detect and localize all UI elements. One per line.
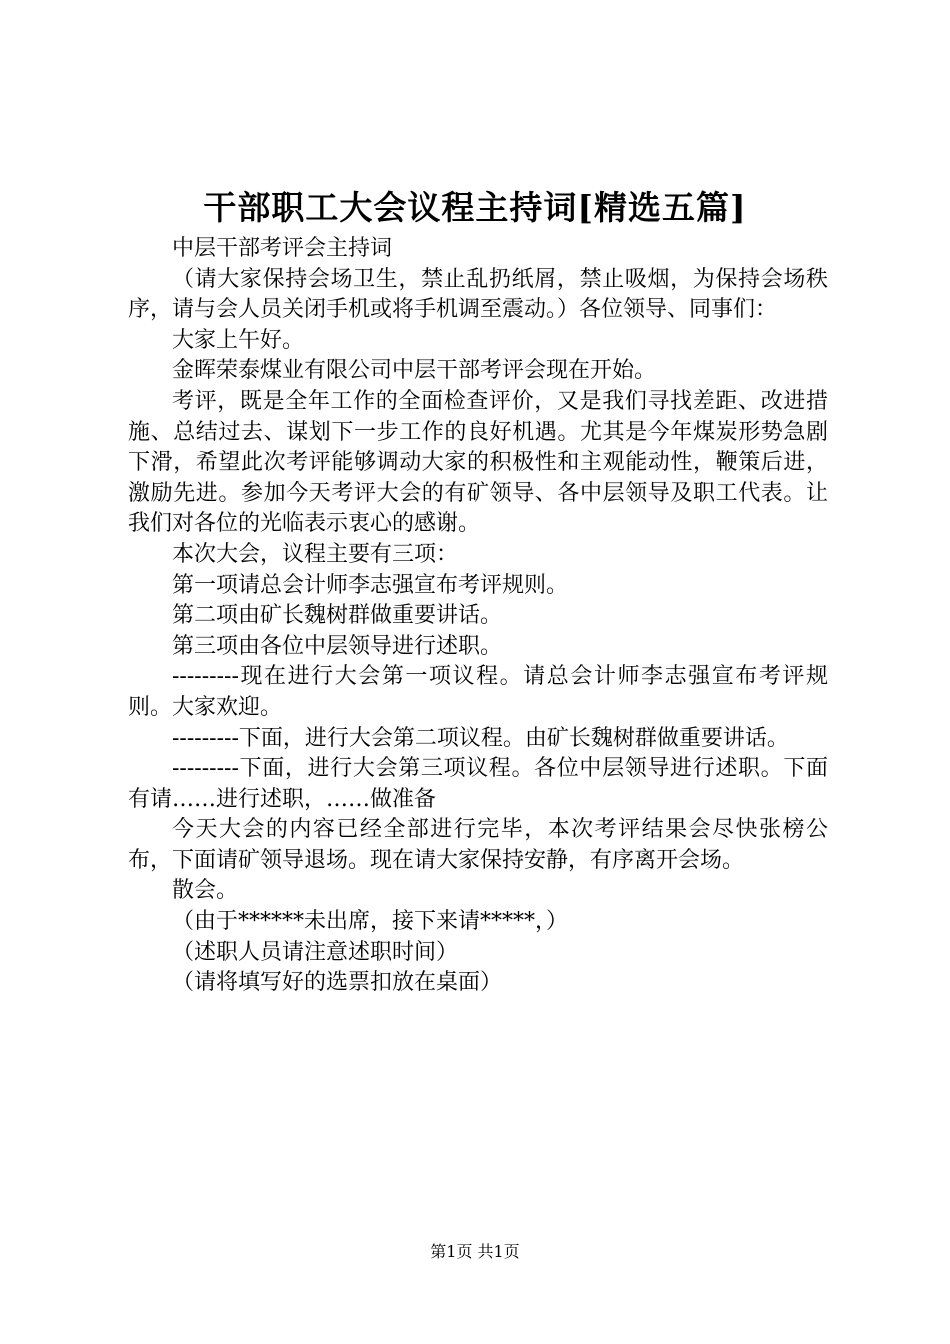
paragraph-agenda-step-2: ---------下面，进行大会第二项议程。由矿长魏树群做重要讲话。	[172, 725, 789, 751]
document-title: 干部职工大会议程主持词[精选五篇]	[203, 188, 747, 227]
paragraph-agenda-item-2: 第二项由矿长魏树群做重要讲话。	[172, 603, 503, 629]
paragraph-opening: 金晖荣泰煤业有限公司中层干部考评会现在开始。	[172, 358, 657, 384]
paragraph-agenda-step-3: ---------下面，进行大会第三项议程。各位中层领导进行述职。下面有请……进行述职，……做准备	[128, 756, 828, 812]
paragraph-closing: 今天大会的内容已经全部进行完毕，本次考评结果会尽快张榜公布，下面请矿领导退场。现在请大家保持安静，有序离开会场。	[128, 817, 828, 873]
paragraph-note-1: （由于******未出席，接下来请*****，）	[172, 909, 569, 935]
paragraph-agenda-step-1: ---------现在进行大会第一项议程。请总会计师李志强宣布考评规则。大家欢迎。	[128, 664, 828, 720]
paragraph-notice: （请大家保持会场卫生，禁止乱扔纸屑，禁止吸烟，为保持会场秩序，请与会人员关闭手机或将手机调至震动。）各位领导、同事们：	[128, 266, 828, 323]
paragraph-agenda-item-3: 第三项由各位中层领导进行述职。	[172, 633, 503, 659]
paragraph-heading: 中层干部考评会主持词	[172, 236, 393, 261]
paragraph-agenda-item-1: 第一项请总会计师李志强宣布考评规则。	[172, 572, 569, 598]
paragraph-note-3: （请将填写好的选票扣放在桌面）	[172, 970, 503, 996]
document-body	[128, 234, 828, 999]
page-footer: 第1页 共1页	[430, 1242, 520, 1261]
paragraph-note-2: （述职人员请注意述职时间）	[172, 939, 459, 965]
paragraph-purpose: 考评，既是全年工作的全面检查评价，又是我们寻找差距、改进措施、总结过去、谋划下一步工作的良好机遇。尤其是今年煤炭形势急剧下滑，希望此次考评能够调动大家的积极性和主观能动性，鞭策后进，激励先进。参加今天考评大会的有矿领导、各中层领导及职工代表。让我们对各位的光临表示衷心的感谢。	[128, 388, 828, 537]
paragraph-adjourn: 散会。	[172, 878, 239, 904]
paragraph-greeting: 大家上午好。	[172, 327, 305, 353]
paragraph-agenda-intro: 本次大会，议程主要有三项：	[172, 541, 459, 567]
